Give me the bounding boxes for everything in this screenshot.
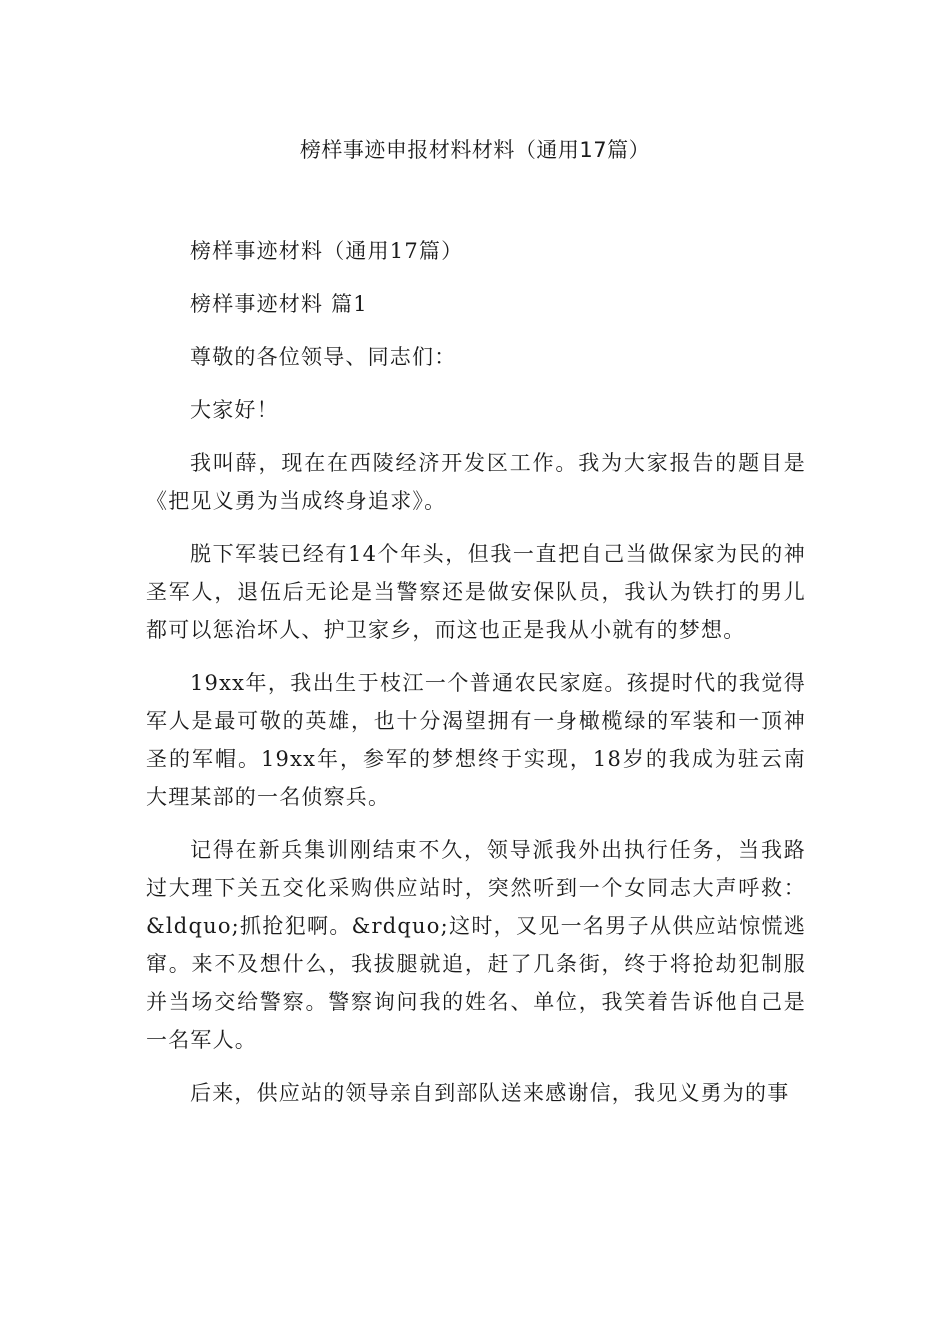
paragraph: 后来，供应站的领导亲自到部队送来感谢信，我见义勇为的事 bbox=[190, 1081, 790, 1105]
paragraph: 尊敬的各位领导、同志们： bbox=[190, 345, 457, 369]
document-title: 榜样事迹申报材料材料（通用17篇） bbox=[299, 138, 651, 162]
paragraph: 我叫薛，现在在西陵经济开发区工作。我为大家报告的题目是《把见义勇为当成终身追求》。 bbox=[146, 451, 806, 513]
paragraph: 榜样事迹材料 篇1 bbox=[190, 292, 368, 316]
paragraph: 榜样事迹材料（通用17篇） bbox=[190, 239, 464, 263]
paragraph: 记得在新兵集训刚结束不久，领导派我外出执行任务，当我路过大理下关五交化采购供应站时，突然听到一个女同志大声呼救：&ldquo;抓抢犯啊。&rdquo;这时，又见一名男子从供应站惊慌逃窜。来不及想什么，我拔腿就追，赶了几条街，终于将抢劫犯制服并当场交给警察。警察询问我的姓名、单位，我笑着告诉他自己是一名军人。 bbox=[146, 838, 806, 1052]
document-body bbox=[146, 232, 806, 1127]
paragraph: 脱下军装已经有14个年头，但我一直把自己当做保家为民的神圣军人，退伍后无论是当警察还是做安保队员，我认为铁打的男儿都可以惩治坏人、护卫家乡，而这也正是我从小就有的梦想。 bbox=[146, 542, 806, 642]
paragraph: 19xx年，我出生于枝江一个普通农民家庭。孩提时代的我觉得军人是最可敬的英雄，也十分渴望拥有一身橄榄绿的军装和一顶神圣的军帽。19xx年，参军的梦想终于实现，18岁的我成为驻云南大理某部的一名侦察兵。 bbox=[146, 671, 806, 809]
paragraph: 大家好！ bbox=[190, 398, 279, 422]
